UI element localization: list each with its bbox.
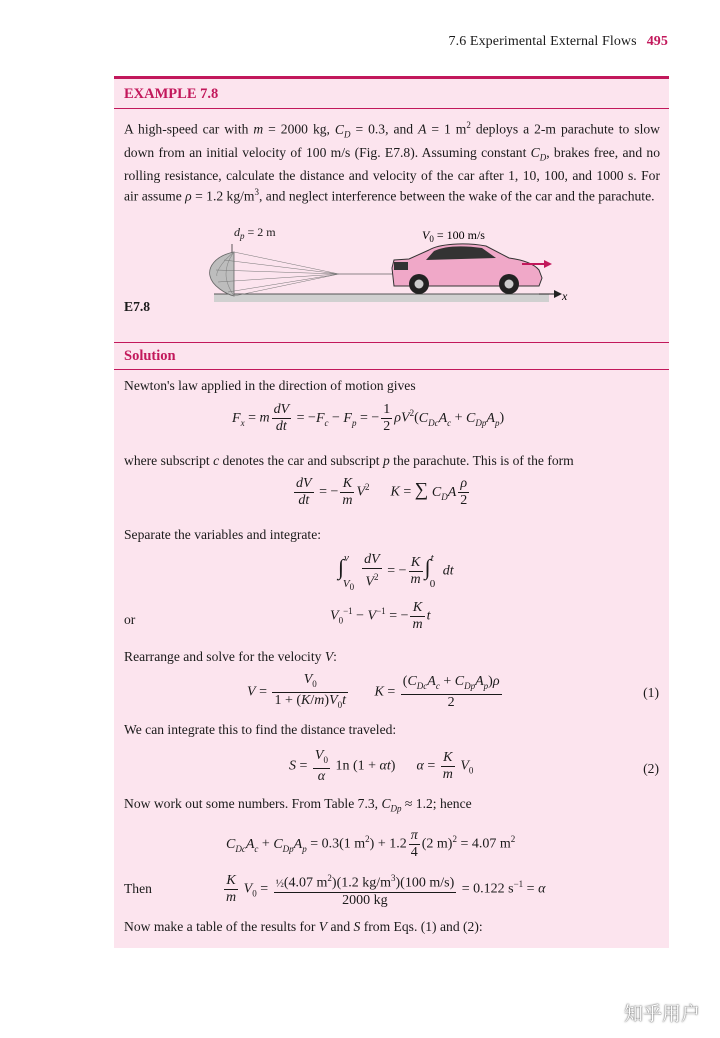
title-rule	[114, 108, 669, 109]
solution-rule	[114, 369, 669, 370]
equation-1-number: (1)	[643, 685, 659, 700]
v0-label: $V_0 = 100$ m/s	[422, 228, 485, 244]
solution-title: Solution	[124, 348, 176, 364]
or-label: or	[124, 612, 136, 627]
dp-label: $d_p = 2$ m	[234, 225, 276, 241]
solution-text-7: Now make a table of the results for V and S from Eqs. (1) and (2):	[124, 919, 483, 934]
watermark: 知乎用户	[623, 1003, 700, 1025]
then-label: Then	[124, 881, 152, 896]
equation-alpha: $\frac{K}{m}$ $V_0$ = $\frac{\frac{1}{2}(4.07 m^2)(1.2 kg/m^3)(100 m/s)}{2000 kg}$ = 0.122 $s^{-1} = \alpha$	[222, 870, 545, 909]
figure-label: E7.8	[124, 299, 151, 314]
equation-newton: $F_x = m$ $\frac{dV}{dt}$ = $-F_c - F_p$ = − $\frac{1}{2}$ $\rho V^2(C_{Dc}A_c + C_{Dp}A_p)$	[232, 402, 505, 434]
problem-statement: A high-speed car with m = 2000 kg, $C_D = 0.3$, and A = 1 $m^2$ deploys a 2-m parachute to slow down from an initial velocity of 100 m/s (Fig. E7.8). Assuming constant $C_D$, brakes free, and no rolling resistance, calculate the distance and velocity of the car after 1, 10, 100, and 1000 s. For air assume ρ = 1.2 $kg/m^3$, and neglect interference between the wake of the car and the parachute.	[124, 120, 660, 204]
example-title: EXAMPLE 7.8	[124, 86, 219, 102]
x-axis-label: x	[562, 289, 568, 303]
page-number: 495	[646, 34, 668, 49]
equation-1: V = $\frac{V_0}{1 + (K/m)V_0t}$ K = $\frac{(C_{Dc}A_c + C_{Dp}A_p)\rho}{2}$	[247, 672, 500, 710]
solution-text-6: Now work out some numbers. From Table 7.3, $C_{Dp} \approx 1.2$; hence	[124, 796, 472, 814]
equation-drag-area: $C_{Dc}A_c + C_{Dp}A_p = 0.3(1$ $m^2) + 1.2$ $\frac{\pi}{4}$ (2 m)$^2$ = 4.07 $m^2$	[226, 828, 516, 860]
example-panel	[114, 76, 669, 948]
parachute-lines	[216, 252, 339, 296]
section-title: 7.6 Experimental External Flows	[448, 34, 637, 49]
x-axis-arrowhead	[554, 290, 562, 298]
solution-text-4: Rearrange and solve for the velocity V:	[124, 649, 337, 664]
equation-velocity-inverse: $V_0^{-1} - V^{-1}$ = − $\frac{K}{m}$ t	[330, 600, 431, 632]
solution-text-5: We can integrate this to find the distance traveled:	[124, 722, 397, 737]
equation-form: $\frac{dV}{dt}$ = − $\frac{K}{m}$ $V^2$ K = ∑ $C_DA$ $\frac{\rho}{2}$	[296, 476, 468, 508]
solution-top-rule	[114, 342, 669, 343]
solution-text-3: Separate the variables and integrate:	[124, 527, 322, 542]
top-rule	[114, 76, 669, 79]
figure-e7-8	[204, 220, 664, 320]
equation-2-number: (2)	[643, 761, 659, 776]
solution-text-2: where subscript c denotes the car and subscript p the parachute. This is of the form	[124, 453, 574, 468]
velocity-arrowhead	[544, 260, 552, 268]
equation-integral: ∫$^v_{V_0}$ $\frac{dV}{V^2}$ = − $\frac{K}{m}$ ∫$^t_0$ dt	[338, 551, 454, 592]
equation-2: S = $\frac{V_0}{\alpha}$ 1n (1 + αt) α = $\frac{K}{m}$ $V_0$	[289, 748, 474, 784]
running-head	[449, 34, 668, 50]
solution-text-1: Newton's law applied in the direction of motion gives	[124, 378, 416, 393]
car-body	[392, 244, 542, 294]
ground	[214, 294, 549, 302]
